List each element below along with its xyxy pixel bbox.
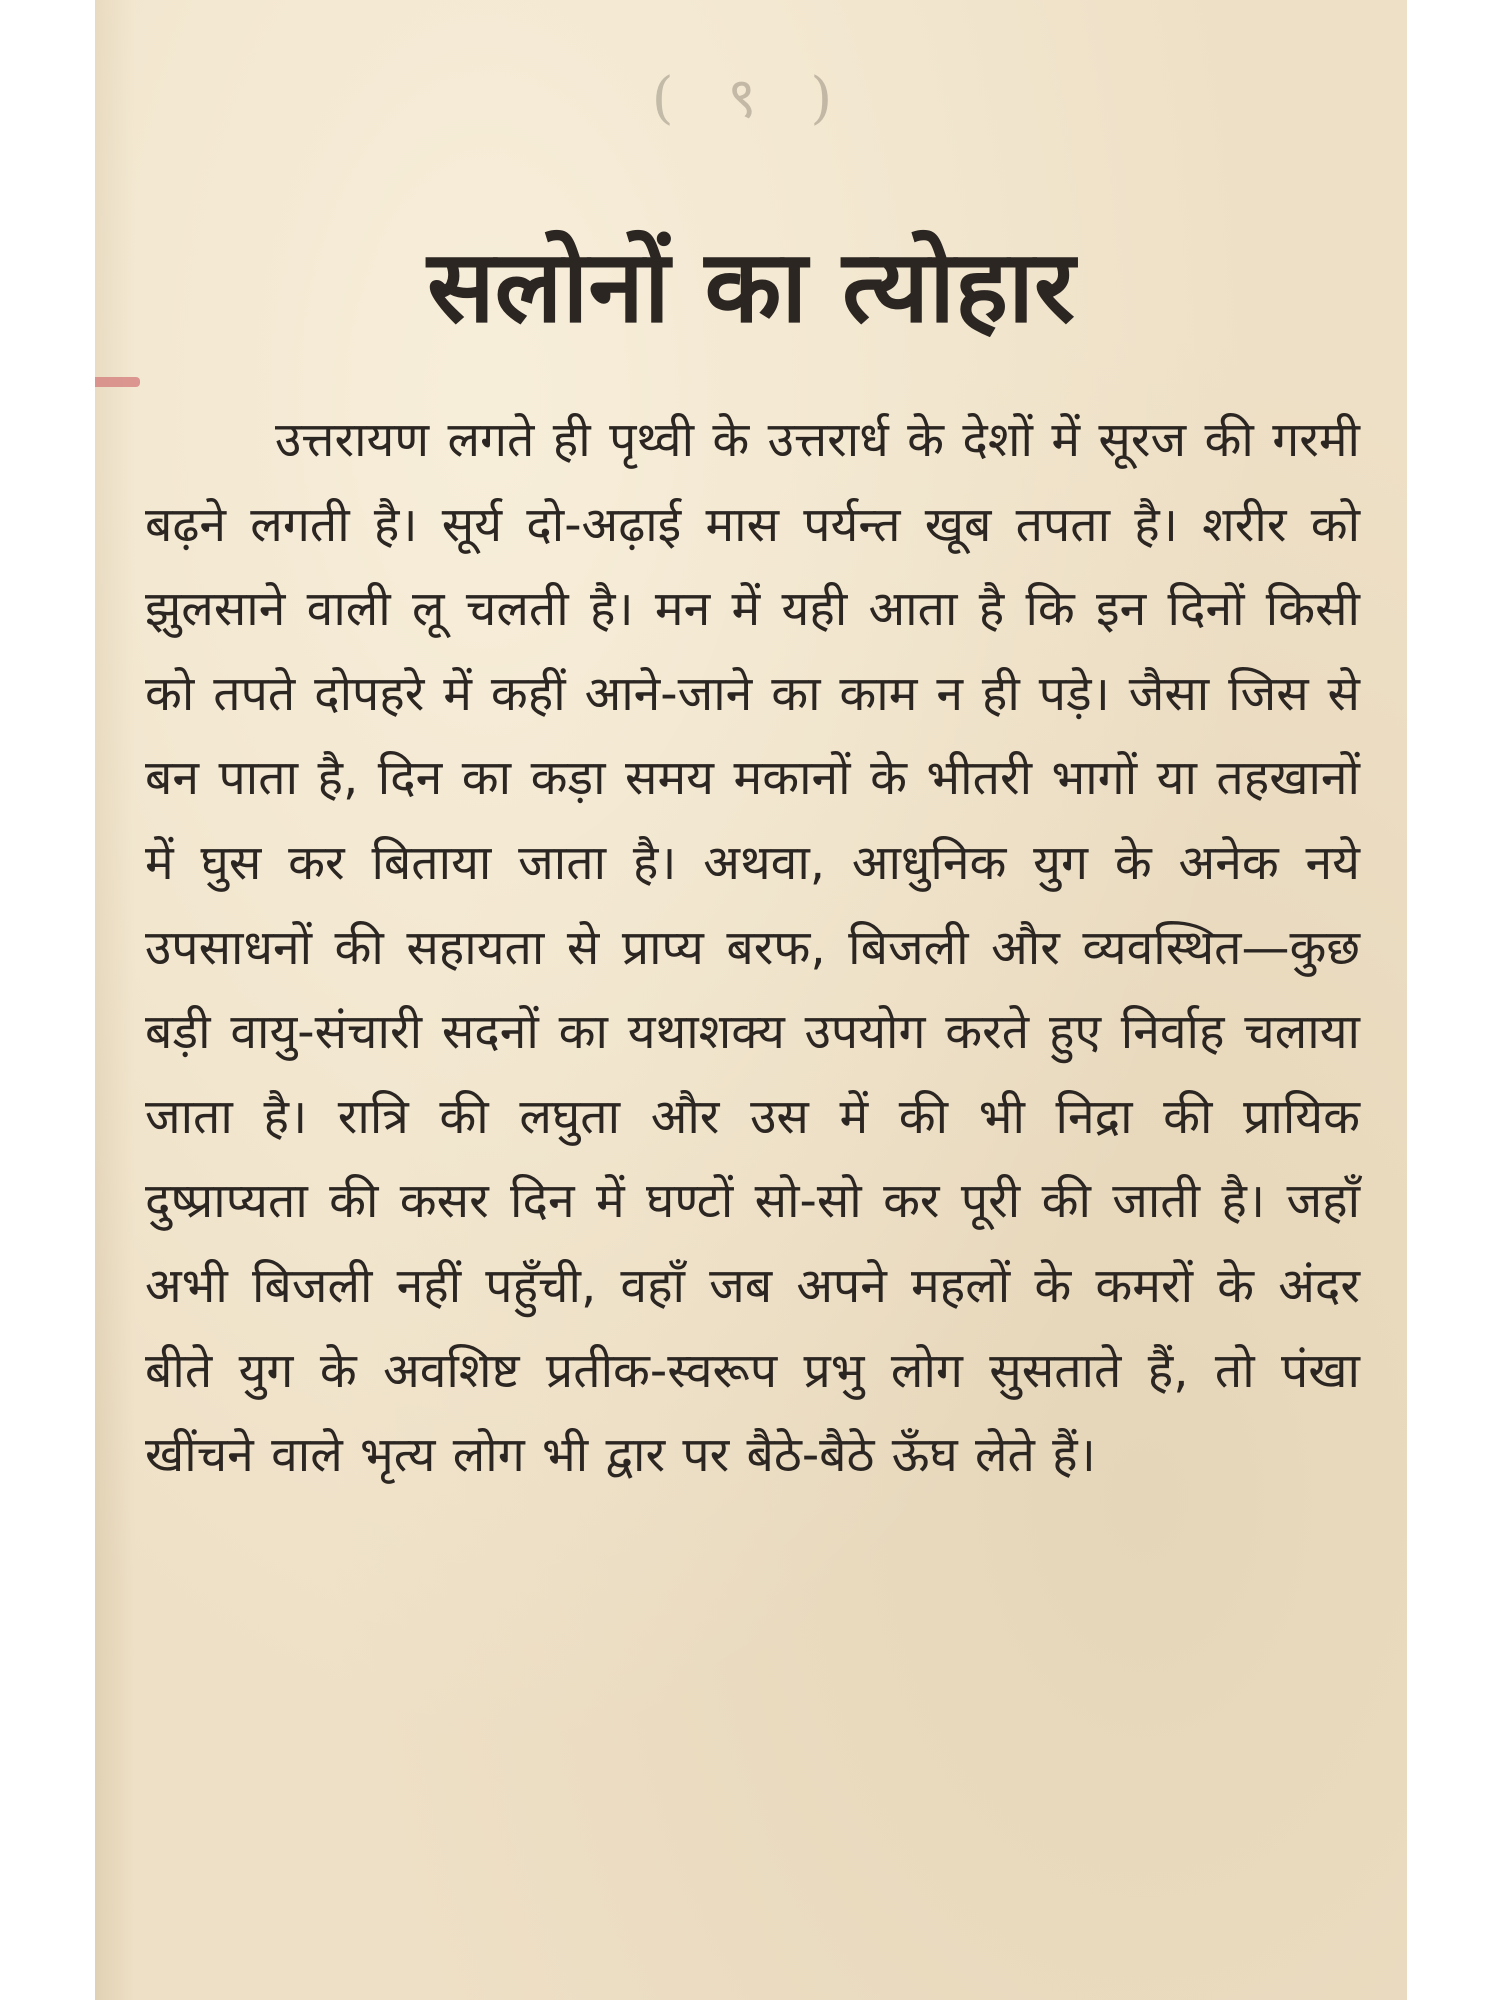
book-page xyxy=(95,0,1407,2000)
chapter-title: सलोनों का त्योहार xyxy=(427,228,1075,345)
body-paragraph: उत्तरायण लगते ही पृथ्वी के उत्तरार्ध के देशों में सूरज की गरमी बढ़ने लगती है। सूर्य दो-अढ़ाई मास पर्यन्त खूब तपता है। शरीर को झुलसाने वाली लू चलती है। मन में यही आता है कि इन दिनों किसी को तपते दोपहरे में कहीं आने-जाने का काम न ही पड़े। जैसा जिस से बन पाता है, दिन का कड़ा समय मकानों के भीतरी भागों या तहखानों में घुस कर बिताया जाता है। अथवा, आधुनिक युग के अनेक नये उपसाधनों की सहायता से प्राप्य बरफ, बिजली और व्यवस्थित—कुछ बड़ी वायु-संचारी सदनों का यथाशक्य उपयोग करते हुए निर्वाह चलाया जाता है। रात्रि की लघुता और उस में की भी निद्रा की प्रायिक दुष्प्राप्यता की कसर दिन में घण्टों सो-सो कर पूरी की जाती है। जहाँ अभी बिजली नहीं पहुँची, वहाँ जब अपने महलों के कमरों के अंदर बीते युग के अवशिष्ट प्रतीक-स्वरूप प्रभु लोग सुसताते हैं, तो पंखा खींचने वाले भृत्य लोग भी द्वार पर बैठे-बैठे ऊँघ लेते हैं। xyxy=(145,412,1360,1484)
page-number: ( ९ ) xyxy=(651,66,851,131)
red-ink-mark xyxy=(95,377,140,387)
